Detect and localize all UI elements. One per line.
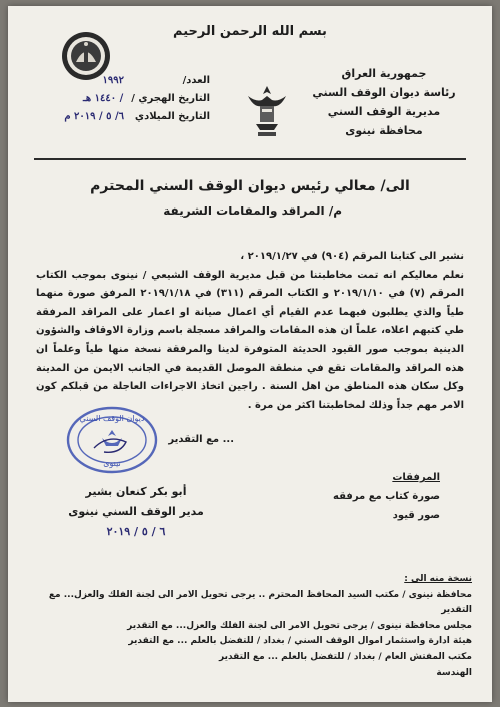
copies-title: نسخة منه الى : bbox=[404, 574, 472, 584]
attachments-title: المرفقات bbox=[392, 472, 440, 483]
gregorian-date-label: التاريخ الميلادي bbox=[134, 111, 210, 122]
org-line-directorate: مديرية الوقف السني bbox=[327, 105, 441, 118]
signatory-title: مدير الوقف السني نينوى bbox=[68, 505, 204, 518]
organization-header bbox=[304, 64, 464, 140]
body-paragraph: نشير الى كتابنا المرقم (٩٠٤) في ٢٠١٩/١/٢٧ ، bbox=[240, 251, 464, 262]
attachment-item: صورة كتاب مع مرفقه bbox=[333, 491, 440, 502]
official-stamp-icon bbox=[64, 404, 160, 476]
hijri-date-label: التاريخ الهجري / bbox=[131, 93, 210, 104]
copy-recipient: مكتب المفتش العام / بغداد / للتفضل بالعلم ... مع التقدير bbox=[219, 651, 472, 662]
copy-recipient: مجلس محافظة نينوى / يرجى تحويل الامر الى لجنة الفلك والعزل... مع التقدير bbox=[127, 620, 472, 631]
copy-recipient: هيئة ادارة واستثمار اموال الوقف السني / بغداد / للتفضل بالعلم ... مع التقدير bbox=[128, 636, 472, 647]
attachment-item: صور قيود bbox=[392, 510, 440, 521]
org-line-province: محافظة نينوى bbox=[345, 124, 423, 137]
signatory-name: أبو بكر كنعان بشير bbox=[85, 485, 187, 498]
subject-line: م/ المراقد والمقامات الشريفة bbox=[163, 204, 342, 218]
org-line-country: جمهورية العراق bbox=[341, 67, 427, 80]
number-label: العدد/ bbox=[182, 75, 210, 86]
addressee-line: الى/ معالي رئيس ديوان الوقف السني المحترم bbox=[90, 178, 410, 194]
org-line-presidency: رئاسة ديوان الوقف السني bbox=[312, 86, 456, 99]
reference-block bbox=[60, 72, 210, 126]
basmala: بسم الله الرحمن الرحيم bbox=[173, 24, 327, 39]
stamp-text-bottom: نينوى bbox=[103, 459, 121, 468]
stamp-text-top: ديوان الوقف السني bbox=[79, 414, 145, 423]
letter-page bbox=[8, 6, 492, 702]
signature-block bbox=[66, 482, 206, 542]
hijri-date-value: / ١٤٤٠ هـ bbox=[82, 93, 124, 104]
gregorian-date-value: ٦/ ٥ / ٢٠١٩ م bbox=[64, 111, 124, 122]
copies-block bbox=[32, 572, 472, 681]
header-divider bbox=[34, 158, 466, 160]
copy-recipient: الهندسة bbox=[436, 667, 472, 678]
closing-line: ... مع التقدير bbox=[168, 434, 234, 445]
body-paragraph: نعلم معاليكم انه تمت مخاطبتنا من قبل مديرية الوقف الشيعي / نينوى بموجب الكتاب المرقم (٧) في ٢٠١٩/١/١٠ و الكتاب المرقم (٣١١) في ٢٠١٩/١/١٨ المرفق صورة منهما طياً والذي يطلبون فيهما عدم القيام أي اعمال صيانة او اعمار على المراقد المرفقة طي كتبهم اعلاه، علماً ان هذه المقامات والمراقد مسجلة باسم وزارة الاوقاف والشؤون الدينية بموجب صور القيود الحديثة المتوفرة لدينا والمرفقة نسخة منها طياً وعلماً ان هذه المراقد والمقامات تقع في منطقة الموصل القديمة في الجانب الايمن من المدينة وكل سكان هذه المناطق من اهل السنة . راجين اتخاذ الاجراءات العاجلة من قبلكم كون الامر مهم جداً وذلك لمخاطبتنا اكثر من مرة . bbox=[36, 269, 464, 411]
letter-body bbox=[36, 248, 464, 415]
iraq-eagle-icon bbox=[244, 82, 290, 140]
signature-date: ٦ / ٥ / ٢٠١٩ bbox=[106, 525, 166, 538]
number-value: ١٩٩٢ bbox=[102, 75, 124, 86]
copy-recipient: محافظة نينوى / مكتب السيد المحافظ المحترم .. يرجى تحويل الامر الى لجنة الفلك والعزل... مع التقدير bbox=[48, 589, 472, 616]
attachments-block bbox=[310, 468, 440, 525]
